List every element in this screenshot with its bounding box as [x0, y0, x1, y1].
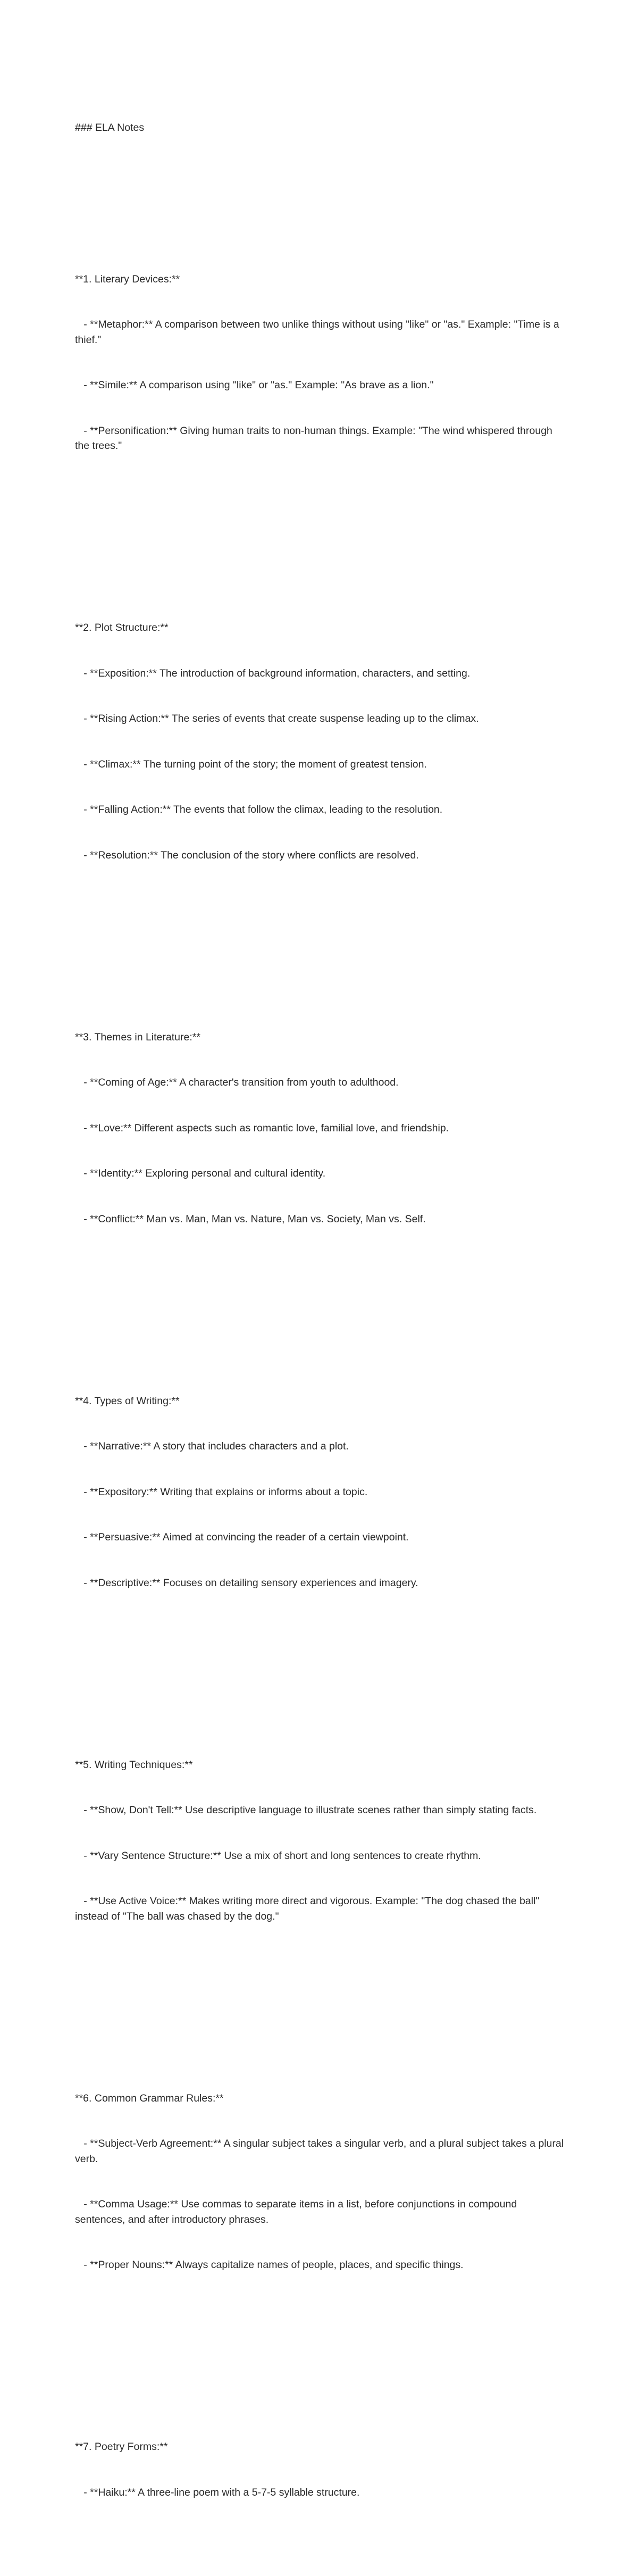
list-item: - **Show, Don't Tell:** Use descriptive language to illustrate scenes rather than simply stating facts. [75, 1804, 537, 1816]
blank-line [75, 2333, 564, 2349]
blank-line [75, 1287, 564, 1303]
list-item: - **Falling Action:** The events that follow the climax, leading to the resolution. [75, 804, 443, 815]
list-item: - **Love:** Different aspects such as romantic love, familial love, and friendship. [75, 1122, 449, 1134]
blank-line [75, 1651, 564, 1666]
blank-line [75, 165, 564, 181]
list-item: - **Expository:** Writing that explains or informs about a topic. [75, 1486, 368, 1498]
list-item: - **Simile:** A comparison using "like" or "as." Example: "As brave as a lion." [75, 379, 434, 391]
list-item: - **Coming of Age:** A character's transition from youth to adulthood. [75, 1077, 399, 1088]
list-item: - **Climax:** The turning point of the story; the moment of greatest tension. [75, 758, 427, 770]
section-heading: **7. Poetry Forms:** [75, 2441, 168, 2453]
list-item: - **Descriptive:** Focuses on detailing sensory experiences and imagery. [75, 1577, 418, 1589]
list-item: - **Resolution:** The conclusion of the story where conflicts are resolved. [75, 849, 419, 861]
list-item: - **Haiku:** A three-line poem with a 5-7-5 syllable structure. [75, 2486, 360, 2498]
list-item: - **Vary Sentence Structure:** Use a mix of short and long sentences to create rhythm. [75, 1849, 481, 1862]
section-types-of-writing [75, 1363, 564, 1621]
list-item: - **Persuasive:** Aimed at convincing the reader of a certain viewpoint. [75, 1531, 409, 1543]
section-common-grammar-rules [75, 2061, 567, 2303]
blank-line [75, 1985, 564, 2000]
list-item: - **Use Active Voice:** Makes writing more direct and vigorous. Example: "The dog chased the ball" instead of "The ball was chased by the dog." [75, 1895, 542, 1922]
section-heading: **3. Themes in Literature:** [75, 1031, 200, 1043]
document-body [75, 74, 567, 2576]
document-title: ### ELA Notes [75, 121, 145, 134]
section-poetry-forms [75, 2409, 564, 2530]
section-heading: **6. Common Grammar Rules:** [75, 2092, 224, 2104]
section-writing-techniques [75, 1727, 564, 1955]
blank-line [75, 923, 564, 939]
section-plot-structure [75, 590, 564, 893]
section-themes-in-literature [75, 999, 564, 1257]
list-item: - **Narrative:** A story that includes characters and a plot. [75, 1440, 349, 1452]
list-item: - **Personification:** Giving human traits to non-human things. Example: "The wind whispered through the trees." [75, 424, 556, 452]
list-item: - **Identity:** Exploring personal and cultural identity. [75, 1168, 326, 1179]
list-item: - **Metaphor:** A comparison between two unlike things without using "like" or "as." Example: "Time is a thief." [75, 319, 563, 346]
list-item: - **Rising Action:** The series of events that create suspense leading up to the climax. [75, 713, 479, 724]
list-item: - **Exposition:** The introduction of background information, characters, and setting. [75, 667, 471, 679]
list-item: - **Proper Nouns:** Always capitalize names of people, places, and specific things. [75, 2259, 464, 2271]
section-literary-devices [75, 241, 564, 484]
section-heading: **2. Plot Structure:** [75, 622, 169, 633]
list-item: - **Conflict:** Man vs. Man, Man vs. Nature, Man vs. Society, Man vs. Self. [75, 1213, 426, 1225]
section-heading: **4. Types of Writing:** [75, 1395, 180, 1407]
list-item: - **Subject-Verb Agreement:** A singular subject takes a singular verb, and a plural subject takes a plural verb. [75, 2138, 567, 2165]
blank-line [75, 514, 564, 530]
section-heading: **1. Literary Devices:** [75, 273, 180, 285]
section-heading: **5. Writing Techniques:** [75, 1758, 193, 1771]
list-item: - **Comma Usage:** Use commas to separate items in a list, before conjunctions in compound sentences, and after introductory phrases. [75, 2198, 520, 2225]
